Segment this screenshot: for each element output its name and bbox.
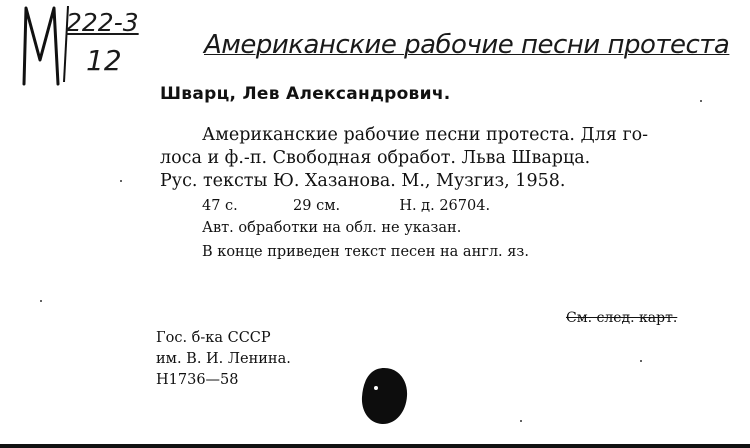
speck (700, 100, 702, 102)
description-line: Рус. тексты Ю. Хазанова. М., Музгиз, 1958. (160, 171, 566, 191)
library-line: Гос. б-ка СССР (156, 330, 271, 346)
note: Авт. обработки на обл. не указан. (202, 220, 462, 236)
speck (120, 180, 122, 182)
collation-size: 29 см. (293, 198, 341, 214)
description-line: лоса и ф.-п. Свободная обработ. Льва Шварца. (160, 148, 591, 168)
handwritten-title: Американские рабочие песни протеста (204, 30, 730, 60)
author-heading: Шварц, Лев Александрович. (160, 84, 451, 104)
collation-number: Н. д. 26704. (399, 198, 491, 214)
collation-pages: 47 с. (202, 198, 238, 214)
see-next-card: См. след. карт. (566, 310, 678, 326)
speck (640, 360, 642, 362)
shelfmark-letter (18, 2, 64, 92)
punch-hole (356, 364, 412, 428)
card-bottom-edge (0, 444, 750, 448)
shelfmark-number-bottom: 12 (86, 44, 122, 77)
shelfmark-number-top: 222-3 (66, 8, 139, 37)
speck (520, 420, 522, 422)
library-line: Н1736—58 (156, 372, 239, 388)
collation (202, 198, 490, 214)
speck (40, 300, 42, 302)
library-line: им. В. И. Ленина. (156, 351, 291, 367)
description (160, 124, 720, 193)
note: В конце приведен текст песен на англ. яз. (202, 244, 529, 260)
description-line: Американские рабочие песни протеста. Для го- (202, 125, 649, 145)
library-stamp (156, 328, 291, 391)
